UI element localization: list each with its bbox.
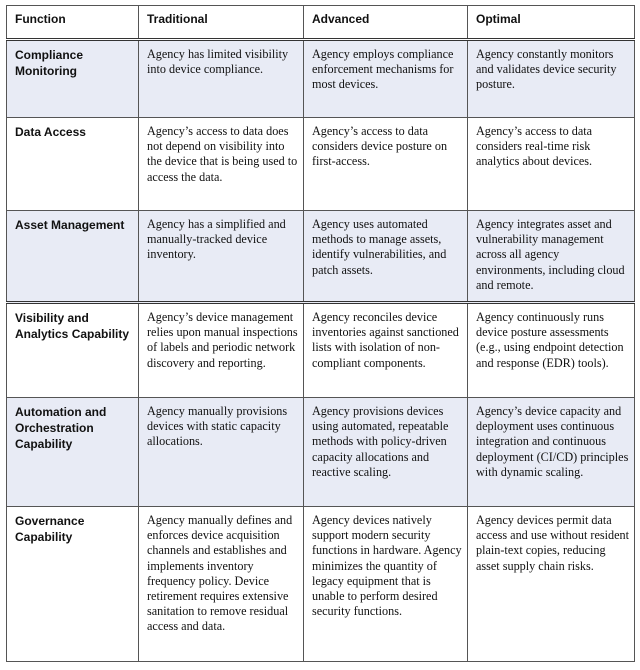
header-row [7, 6, 635, 40]
table-body [7, 40, 635, 662]
traditional-cell: Agency’s access to data does not depend on visibility into the device that is being used to access the data. [139, 118, 304, 211]
optimal-cell: Agency devices permit data access and use without resident plain-text copies, reducing asset supply chain risks. [468, 507, 635, 662]
function-cell: Automation and Orchestration Capability [7, 398, 139, 507]
advanced-cell: Agency employs compliance enforcement mechanisms for most devices. [304, 40, 468, 118]
traditional-cell: Agency manually defines and enforces device acquisition channels and establishes and implements inventory frequency policy. Device retirement requires extensive sanitation to remove residual access and data. [139, 507, 304, 662]
table-row [7, 398, 635, 507]
table-row [7, 40, 635, 118]
header-optimal: Optimal [468, 6, 635, 40]
optimal-cell: Agency integrates asset and vulnerability management across all agency environments, including cloud and remote. [468, 211, 635, 303]
advanced-cell: Agency uses automated methods to manage assets, identify vulnerabilities, and patch assets. [304, 211, 468, 303]
traditional-cell: Agency has a simplified and manually-tracked device inventory. [139, 211, 304, 303]
optimal-cell: Agency continuously runs device posture assessments (e.g., using endpoint detection and response (EDR) tools). [468, 303, 635, 398]
advanced-cell: Agency’s access to data considers device posture on first-access. [304, 118, 468, 211]
function-cell: Data Access [7, 118, 139, 211]
header-advanced: Advanced [304, 6, 468, 40]
optimal-cell: Agency constantly monitors and validates device security posture. [468, 40, 635, 118]
function-cell: Visibility and Analytics Capability [7, 303, 139, 398]
function-cell: Compliance Monitoring [7, 40, 139, 118]
table-row [7, 507, 635, 662]
optimal-cell: Agency’s access to data considers real-time risk analytics about devices. [468, 118, 635, 211]
traditional-cell: Agency’s device management relies upon manual inspections of labels and periodic network discovery and reporting. [139, 303, 304, 398]
advanced-cell: Agency reconciles device inventories against sanctioned lists with isolation of non-compliant components. [304, 303, 468, 398]
maturity-table [6, 5, 635, 662]
table-row [7, 118, 635, 211]
table-header [7, 6, 635, 40]
table-row [7, 211, 635, 303]
advanced-cell: Agency devices natively support modern security functions in hardware. Agency minimizes the quantity of legacy equipment that is unable to perform desired security functions. [304, 507, 468, 662]
header-function: Function [7, 6, 139, 40]
function-cell: Asset Management [7, 211, 139, 303]
function-cell: Governance Capability [7, 507, 139, 662]
traditional-cell: Agency has limited visibility into device compliance. [139, 40, 304, 118]
header-traditional: Traditional [139, 6, 304, 40]
table-row [7, 303, 635, 398]
traditional-cell: Agency manually provisions devices with static capacity allocations. [139, 398, 304, 507]
advanced-cell: Agency provisions devices using automated, repeatable methods with policy-driven capacity allocations and reactive scaling. [304, 398, 468, 507]
optimal-cell: Agency’s device capacity and deployment uses continuous integration and continuous deployment (CI/CD) principles with dynamic scaling. [468, 398, 635, 507]
